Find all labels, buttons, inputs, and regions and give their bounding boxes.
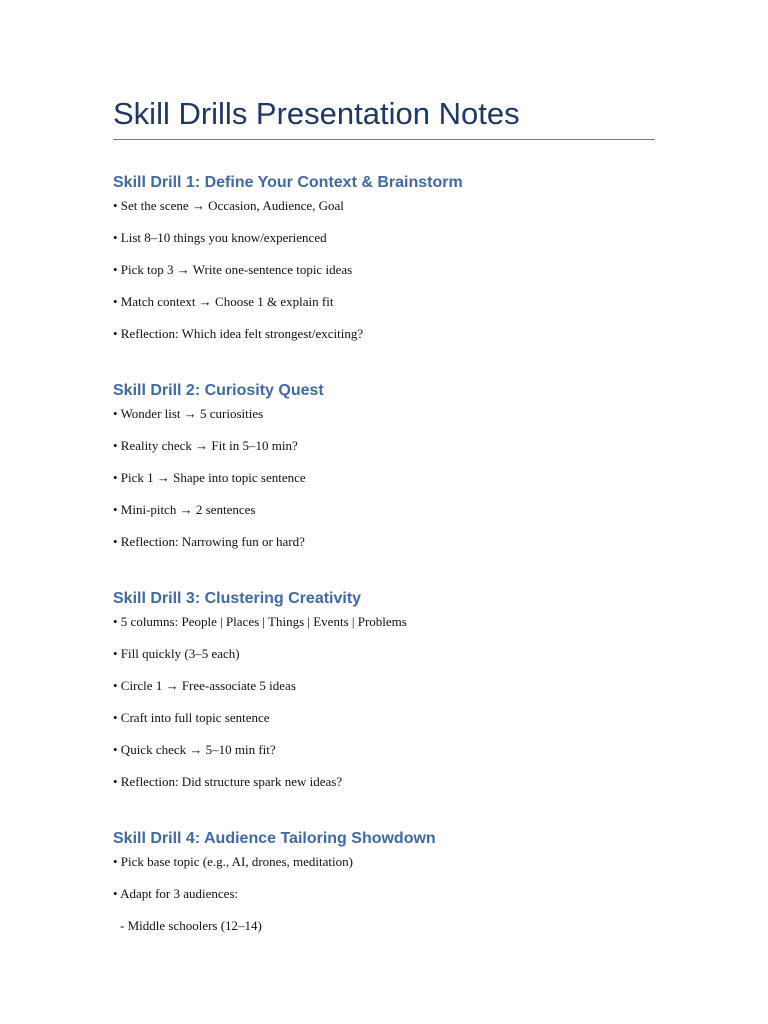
list-item: • Fill quickly (3–5 each) <box>113 646 240 661</box>
list-item: • Wonder list → 5 curiosities <box>113 406 264 421</box>
list-item: • Quick check → 5–10 min fit? <box>113 742 276 757</box>
section-skill-drill-1 <box>113 169 655 357</box>
list-item: • Pick base topic (e.g., AI, drones, meditation) <box>113 854 353 869</box>
list-item: • Reflection: Did structure spark new ideas? <box>113 774 343 789</box>
list-item: • Reflection: Narrowing fun or hard? <box>113 534 305 549</box>
section-skill-drill-4 <box>113 825 655 949</box>
section-heading: Skill Drill 3: Clustering Creativity <box>113 590 362 607</box>
list-item: • Match context → Choose 1 & explain fit <box>113 294 334 309</box>
section-heading: Skill Drill 4: Audience Tailoring Showdown <box>113 830 436 847</box>
list-item: • Circle 1 → Free-associate 5 ideas <box>113 678 296 693</box>
list-item: • Craft into full topic sentence <box>113 710 270 725</box>
bullet-list <box>113 613 655 805</box>
list-item: • Pick 1 → Shape into topic sentence <box>113 470 306 485</box>
bullet-list <box>113 853 655 949</box>
list-item: • Pick top 3 → Write one-sentence topic ideas <box>113 262 353 277</box>
section-heading: Skill Drill 1: Define Your Context & Brainstorm <box>113 174 463 191</box>
section-skill-drill-3 <box>113 585 655 805</box>
list-item: • Mini-pitch → 2 sentences <box>113 502 256 517</box>
list-item: • Adapt for 3 audiences: <box>113 886 239 901</box>
bullet-list <box>113 405 655 565</box>
document-title: Skill Drills Presentation Notes <box>113 96 520 131</box>
section-heading: Skill Drill 2: Curiosity Quest <box>113 382 324 399</box>
bullet-list <box>113 197 655 357</box>
document-body <box>113 169 655 949</box>
list-item: • Reflection: Which idea felt strongest/exciting? <box>113 326 364 341</box>
list-item: • Set the scene → Occasion, Audience, Goal <box>113 198 344 213</box>
title-divider <box>113 139 655 140</box>
list-item: • Reality check → Fit in 5–10 min? <box>113 438 298 453</box>
list-item: • List 8–10 things you know/experienced <box>113 230 327 245</box>
list-item: • 5 columns: People | Places | Things | Events | Problems <box>113 614 407 629</box>
section-skill-drill-2 <box>113 377 655 565</box>
sub-list-item: - Middle schoolers (12–14) <box>120 918 262 933</box>
